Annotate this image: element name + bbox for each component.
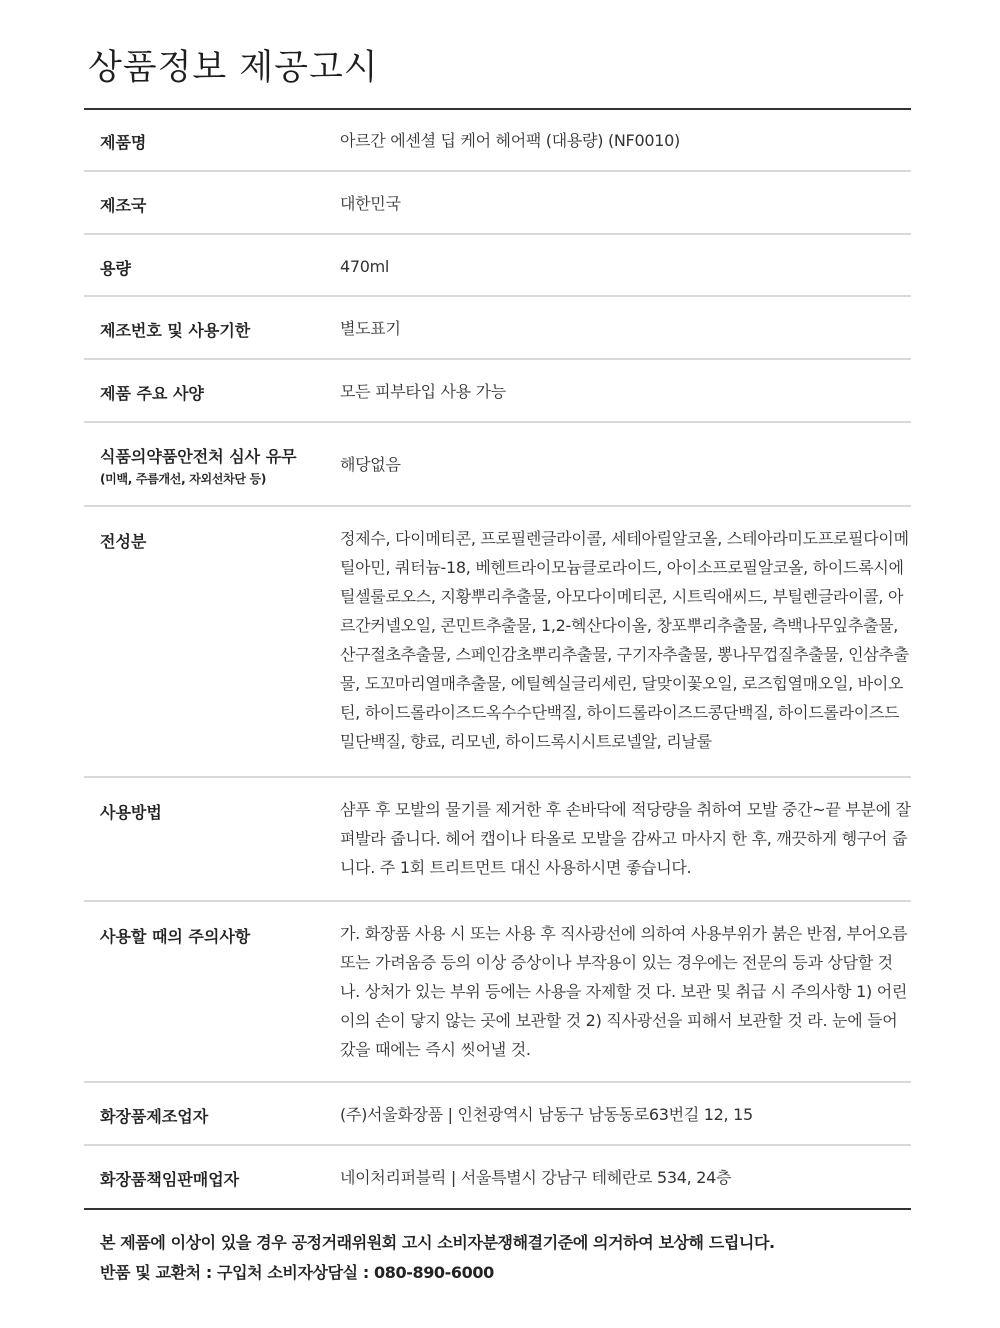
row-ingredients [84,507,911,778]
row-value: 별도표기 [340,319,401,338]
row-main-spec [84,360,911,423]
compensation-notice: 본 제품에 이상이 있을 경우 공정거래위원회 고시 소비자분쟁해결기준에 의거하여 보상해 드립니다. [100,1233,775,1252]
row-manufacturer [84,1083,911,1146]
row-label [100,444,297,487]
row-label: 화장품제조업자 [100,1107,209,1126]
row-product-name [84,110,911,172]
row-value: 해당없음 [340,455,401,474]
row-lot-expiry [84,297,911,360]
return-contact: 반품 및 교환처 : 구입처 소비자상담실 : 080-890-6000 [100,1263,494,1282]
row-value: (주)서울화장품 | 인천광역시 남동구 남동동로63번길 12, 15 [340,1105,753,1124]
row-label: 제품 주요 사양 [100,384,204,403]
info-table [84,110,911,1210]
row-value: 네이처리퍼블릭 | 서울특별시 강남구 테헤란로 534, 24층 [340,1168,732,1187]
row-label: 사용할 때의 주의사항 [100,927,251,946]
row-label: 제품명 [100,133,147,152]
row-value: 470ml [340,257,390,276]
row-value: 대한민국 [340,194,401,213]
row-volume [84,235,911,297]
row-sublabel: (미백, 주름개선, 자외선차단 등) [100,472,267,486]
row-distributor [84,1146,911,1210]
row-label-main: 식품의약품안전처 심사 유무 [100,447,297,466]
row-value: 아르간 에센셜 딥 케어 헤어팩 (대용량) (NF0010) [340,131,680,150]
row-precautions [84,902,911,1083]
row-value: 정제수, 다이메티콘, 프로필렌글라이콜, 세테아릴알코올, 스테아라미도프로필다이메틸아민, 쿼터늄-18, 베헨트라이모늄클로라이드, 아이소프로필알코올, 하이드록시에틸셀룰로오스, 지황뿌리추출물, 아모다이메티콘, 시트릭애씨드, 부틸렌글라이콜, 아르간커넬오일, 콘민트추출물, 1,2-헥산다이올, 창포뿌리추출물, 측백나무잎추출물, 산구절초추출물, 스페인감초뿌리추출물, 구기자추출물, 뽕나무껍질추출물, 인삼추출물, 도꼬마리열매추출물, 에틸헥실글리세린, 달맞이꽃오일, 로즈힙열매오일, 바이오틴, 하이드롤라이즈드옥수수단백질, 하이드롤라이즈드콩단백질, 하이드롤라이즈드밀단백질, 향료, 리모넨, 하이드록시시트로넬알, 리날룰 [340,529,909,751]
row-country [84,172,911,235]
page-title: 상품정보 제공고시 [88,48,379,88]
row-mfds-review [84,423,911,507]
row-label: 제조국 [100,196,147,215]
footer-notice [100,1228,775,1288]
row-value: 가. 화장품 사용 시 또는 사용 후 직사광선에 의하여 사용부위가 붉은 반점, 부어오름 또는 가려움증 등의 이상 증상이나 부작용이 있는 경우에는 전문의 등과 상담할 것 나. 상처가 있는 부위 등에는 사용을 자제할 것 다. 보관 및 취급 시 주의사항 1) 어린이의 손이 닿지 않는 곳에 보관할 것 2) 직사광선을 피해서 보관할 것 라. 눈에 들어갔을 때에는 즉시 씻어낼 것. [340,924,908,1059]
row-usage [84,778,911,902]
row-value: 샴푸 후 모발의 물기를 제거한 후 손바닥에 적당량을 취하여 모발 중간~끝 부분에 잘 펴발라 줍니다. 헤어 캡이나 타올로 모발을 감싸고 마사지 한 후, 깨끗하게 헹구어 줍니다. 주 1회 트리트먼트 대신 사용하시면 좋습니다. [340,800,911,877]
row-label: 제조번호 및 사용기한 [100,321,251,340]
row-label: 사용방법 [100,803,162,822]
row-label: 화장품책임판매업자 [100,1170,240,1189]
row-label: 전성분 [100,532,147,551]
row-value: 모든 피부타입 사용 가능 [340,382,506,401]
row-label: 용량 [100,259,131,278]
